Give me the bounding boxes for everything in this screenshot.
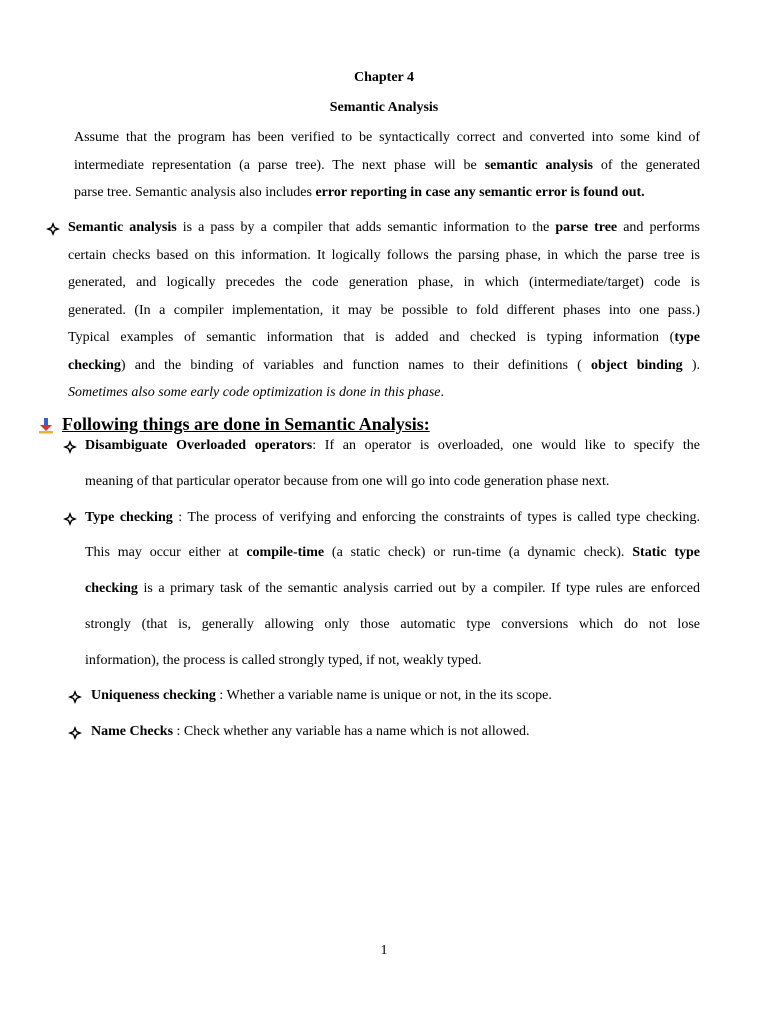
definition-line-2: certain checks based on this information. It logically follows the parsing phase, in which the parse tree is [68,247,700,263]
typecheck-line-2: This may occur either at compile-time (a static check) or run-time (a dynamic check). Static type [85,545,700,560]
overload-item [85,438,700,454]
definition-line-7: Sometimes also some early code optimization is done in this phase. [68,385,445,400]
intro-paragraph [74,124,700,207]
uniqueness-item: Uniqueness checking : Whether a variable name is unique or not, in the its scope. [91,688,552,703]
diamond-bullet-icon [63,440,77,454]
diamond-bullet-icon [46,222,60,236]
intro-line-2: intermediate representation (a parse tree). The next phase will be semantic analysis of the generated [74,157,700,173]
definition-line-1: Semantic analysis is a pass by a compiler that adds semantic information to the parse tree and performs [68,220,700,235]
typecheck-line-3: checking is a primary task of the semantic analysis carried out by a compiler. If type rules are enforced [85,581,700,596]
definition-line-4: generated. (In a compiler implementation, it may be possible to fold different phases into one pass.) [68,302,700,318]
chapter-subject-title: Semantic Analysis [329,100,439,115]
diamond-bullet-icon [63,512,77,526]
diamond-bullet-icon [68,726,82,740]
definition-line-6: checking) and the binding of variables and function names to their definitions ( object binding ). [68,357,700,373]
overload-line-1: Disambiguate Overloaded operators: If an operator is overloaded, one would like to specify the [85,438,701,453]
typecheck-line-4: strongly (that is, generally allowing only those automatic type conversions which do not lose [85,617,700,632]
definition-line-3: generated, and logically precedes the code generation phase, in which (intermediate/target) code is [68,275,700,290]
down-arrow-bullet-icon [38,418,54,434]
typecheck-line-5: information), the process is called strongly typed, if not, weakly typed. [85,653,482,668]
intro-line-1: Assume that the program has been verified to be syntactically correct and converted into some kind of [74,130,700,145]
diamond-bullet-icon [68,690,82,704]
chapter-number-title: Chapter 4 [353,70,415,85]
page-number: 1 [380,943,388,958]
typecheck-line-1: Type checking : The process of verifying and enforcing the constraints of types is called type checking. [85,510,700,525]
intro-line-3: parse tree. Semantic analysis also includes error reporting in case any semantic error is found out. [74,185,645,200]
overload-line-2: meaning of that particular operator because from one will go into code generation phase next. [85,474,610,489]
name-checks-item: Name Checks : Check whether any variable has a name which is not allowed. [91,724,530,739]
definition-line-5: Typical examples of semantic information that is added and checked is typing information (type [68,330,700,345]
section-heading: Following things are done in Semantic Analysis: [62,414,430,434]
definition-paragraph [68,214,700,407]
